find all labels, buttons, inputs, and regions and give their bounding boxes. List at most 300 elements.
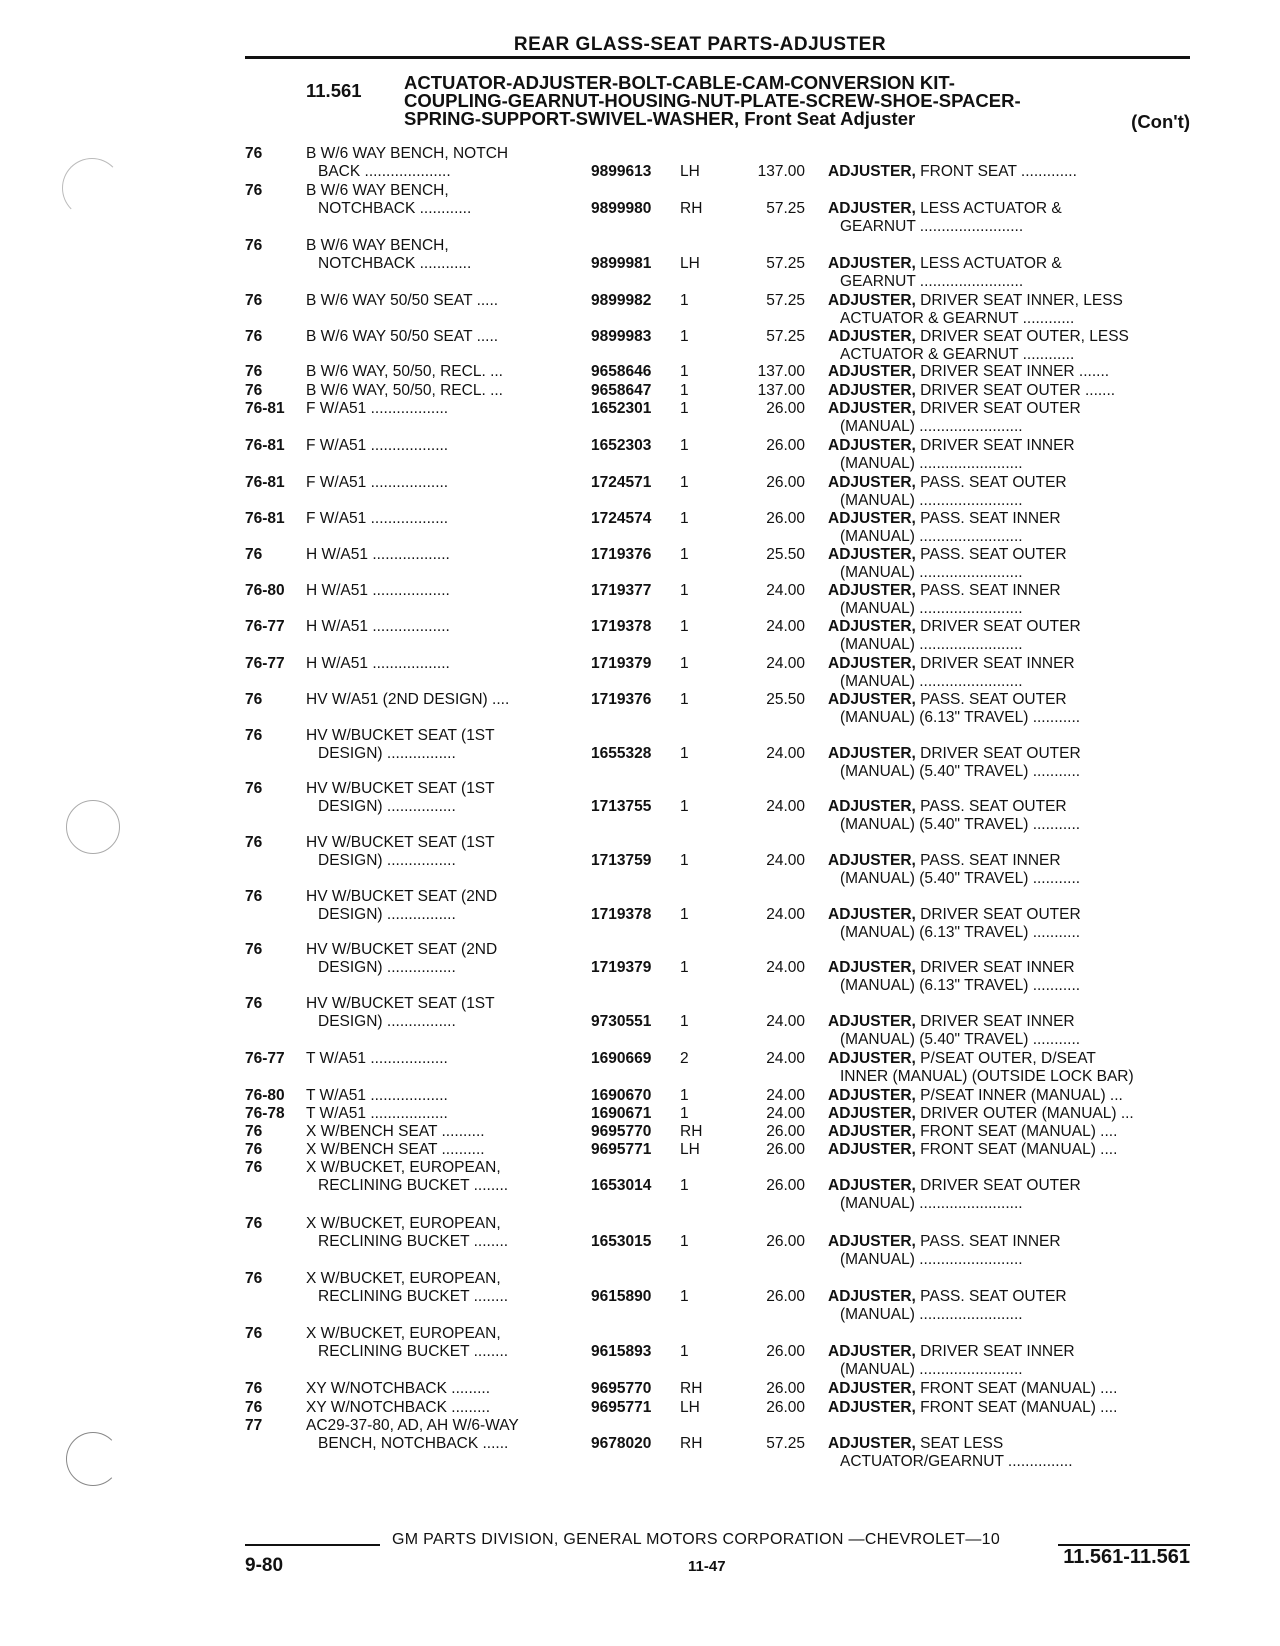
description-line2: (MANUAL) ........................ [840, 600, 1023, 617]
model-line1: HV W/BUCKET SEAT (1ST [306, 780, 495, 797]
year-range: 76 [245, 1215, 263, 1232]
price: 26.00 [766, 400, 805, 417]
part-number: 1724571 [591, 474, 652, 491]
page-title: REAR GLASS-SEAT PARTS-ADJUSTER [513, 34, 887, 55]
year-range: 76-77 [245, 618, 285, 635]
price: 26.00 [766, 1343, 805, 1360]
description-line2: (MANUAL) ........................ [840, 673, 1023, 690]
price: 57.25 [766, 292, 805, 309]
model-line1: B W/6 WAY BENCH, [306, 182, 449, 199]
model-line2: DESIGN) ................ [318, 745, 456, 762]
part-description [828, 852, 1208, 888]
quantity: LH [680, 1141, 700, 1158]
year-range: 76 [245, 292, 263, 309]
quantity: 1 [680, 582, 689, 599]
quantity: 1 [680, 382, 689, 399]
description-keyword: ADJUSTER, [828, 328, 916, 345]
part-description [828, 255, 1208, 291]
year-range: 76 [245, 1380, 263, 1397]
description-line1: P/SEAT OUTER, D/SEAT [920, 1050, 1096, 1067]
part-description [828, 382, 1208, 400]
part-number: 1655328 [591, 745, 652, 762]
model-application [306, 292, 571, 310]
part-number: 1690670 [591, 1087, 652, 1104]
model-application [306, 834, 571, 870]
quantity: 1 [680, 691, 689, 708]
description-line1: LESS ACTUATOR & [920, 255, 1062, 272]
description-line2: (MANUAL) ........................ [840, 418, 1023, 435]
part-number: 9899613 [591, 163, 652, 180]
model-line2: DESIGN) ................ [318, 959, 456, 976]
year-range: 76-77 [245, 655, 285, 672]
description-line2: (MANUAL) ........................ [840, 1361, 1023, 1378]
part-number: 1653014 [591, 1177, 652, 1194]
model-application [306, 400, 571, 418]
model-application [306, 727, 571, 763]
model-application [306, 995, 571, 1031]
year-range: 76 [245, 1141, 263, 1158]
description-keyword: ADJUSTER, [828, 852, 916, 869]
description-line1: SEAT LESS [920, 1435, 1004, 1452]
model-application [306, 888, 571, 924]
section-title-line2: COUPLING-GEARNUT-HOUSING-NUT-PLATE-SCREW-SHOE-SPACER- [404, 90, 1021, 111]
model-line2: DESIGN) ................ [318, 906, 456, 923]
model-line1: B W/6 WAY BENCH, NOTCH [306, 145, 509, 162]
model-application [306, 1050, 571, 1068]
description-line1: FRONT SEAT (MANUAL) .... [920, 1380, 1118, 1397]
description-line2: ACTUATOR/GEARNUT ............... [840, 1453, 1073, 1470]
model-line1: T W/A51 .................. [306, 1087, 448, 1104]
quantity: LH [680, 255, 700, 272]
description-keyword: ADJUSTER, [828, 1288, 916, 1305]
description-line2: (MANUAL) ........................ [840, 1306, 1023, 1323]
description-line2: (MANUAL) (5.40" TRAVEL) ........... [840, 1031, 1081, 1048]
model-line1: X W/BUCKET, EUROPEAN, [306, 1215, 501, 1232]
description-line1: PASS. SEAT OUTER [920, 546, 1067, 563]
section-title-line3: SPRING-SUPPORT-SWIVEL-WASHER, Front Seat Adjuster [404, 108, 916, 129]
price: 26.00 [766, 1141, 805, 1158]
year-range: 76 [245, 237, 263, 254]
part-number: 9899981 [591, 255, 652, 272]
year-range: 76-81 [245, 437, 285, 454]
model-application [306, 237, 571, 273]
model-line1: T W/A51 .................. [306, 1050, 448, 1067]
description-line1: PASS. SEAT INNER [920, 1233, 1061, 1250]
description-line1: DRIVER SEAT INNER [920, 1343, 1075, 1360]
description-line1: P/SEAT INNER (MANUAL) ... [920, 1087, 1123, 1104]
description-line1: PASS. SEAT OUTER [920, 1288, 1067, 1305]
price: 24.00 [766, 745, 805, 762]
part-number: 1719377 [591, 582, 652, 599]
section-title [404, 74, 1194, 128]
price: 57.25 [766, 1435, 805, 1452]
model-application [306, 1141, 571, 1159]
model-line2: DESIGN) ................ [318, 852, 456, 869]
description-keyword: ADJUSTER, [828, 745, 916, 762]
description-line2: (MANUAL) (6.13" TRAVEL) ........... [840, 977, 1081, 994]
description-keyword: ADJUSTER, [828, 1435, 916, 1452]
price: 26.00 [766, 1288, 805, 1305]
price: 26.00 [766, 1233, 805, 1250]
price: 25.50 [766, 691, 805, 708]
model-application [306, 691, 571, 709]
description-line1: DRIVER SEAT INNER [920, 1013, 1075, 1030]
part-description [828, 691, 1208, 727]
year-range: 76 [245, 888, 263, 905]
binder-hole-middle [66, 800, 120, 854]
part-description [828, 546, 1208, 582]
footer-date: 9-80 [245, 1555, 284, 1576]
description-line2: (MANUAL) ........................ [840, 492, 1023, 509]
model-line1: T W/A51 .................. [306, 1105, 448, 1122]
part-number: 9678020 [591, 1435, 652, 1452]
quantity: 1 [680, 1013, 689, 1030]
part-number: 9695770 [591, 1380, 652, 1397]
part-description [828, 510, 1208, 546]
model-line1: H W/A51 .................. [306, 582, 450, 599]
price: 24.00 [766, 959, 805, 976]
model-application [306, 437, 571, 455]
model-application [306, 1270, 571, 1306]
description-keyword: ADJUSTER, [828, 798, 916, 815]
continued-label: (Con't) [1131, 111, 1190, 132]
quantity: 1 [680, 655, 689, 672]
model-line1: HV W/BUCKET SEAT (2ND [306, 941, 498, 958]
model-line2: BACK .................... [318, 163, 451, 180]
part-number: 1653015 [591, 1233, 652, 1250]
description-keyword: ADJUSTER, [828, 618, 916, 635]
quantity: 1 [680, 906, 689, 923]
quantity: 1 [680, 400, 689, 417]
price: 137.00 [757, 382, 805, 399]
quantity: 1 [680, 1288, 689, 1305]
quantity: 1 [680, 618, 689, 635]
year-range: 76 [245, 328, 263, 345]
footer-section-range: 11.561-11.561 [1063, 1546, 1190, 1568]
part-description [828, 1380, 1208, 1398]
part-number: 1719376 [591, 546, 652, 563]
part-description [828, 1343, 1208, 1379]
model-application [306, 1380, 571, 1398]
price: 137.00 [757, 163, 805, 180]
quantity: 1 [680, 474, 689, 491]
price: 24.00 [766, 582, 805, 599]
price: 26.00 [766, 1380, 805, 1397]
part-description [828, 1105, 1208, 1123]
model-line1: H W/A51 .................. [306, 655, 450, 672]
price: 26.00 [766, 1123, 805, 1140]
quantity: 1 [680, 1105, 689, 1122]
part-description [828, 1177, 1208, 1213]
model-application [306, 145, 571, 181]
price: 24.00 [766, 655, 805, 672]
quantity: RH [680, 1435, 703, 1452]
description-line2: (MANUAL) ........................ [840, 455, 1023, 472]
model-line2: RECLINING BUCKET ........ [318, 1288, 509, 1305]
price: 26.00 [766, 1177, 805, 1194]
quantity: RH [680, 200, 703, 217]
description-keyword: ADJUSTER, [828, 382, 916, 399]
description-line2: INNER (MANUAL) (OUTSIDE LOCK BAR) [840, 1068, 1134, 1085]
description-keyword: ADJUSTER, [828, 1105, 916, 1122]
part-number: 9695770 [591, 1123, 652, 1140]
model-application [306, 1159, 571, 1195]
description-keyword: ADJUSTER, [828, 510, 916, 527]
description-keyword: ADJUSTER, [828, 906, 916, 923]
description-line1: DRIVER SEAT OUTER [920, 906, 1081, 923]
description-keyword: ADJUSTER, [828, 655, 916, 672]
price: 24.00 [766, 1087, 805, 1104]
year-range: 76-81 [245, 510, 285, 527]
description-line1: DRIVER SEAT OUTER ....... [920, 382, 1116, 399]
description-keyword: ADJUSTER, [828, 959, 916, 976]
year-range: 76 [245, 780, 263, 797]
description-keyword: ADJUSTER, [828, 691, 916, 708]
part-number: 1652303 [591, 437, 652, 454]
description-line2: (MANUAL) ........................ [840, 528, 1023, 545]
model-application [306, 1105, 571, 1123]
part-description [828, 363, 1208, 381]
model-line1: XY W/NOTCHBACK ......... [306, 1399, 491, 1416]
price: 24.00 [766, 852, 805, 869]
description-line1: FRONT SEAT (MANUAL) .... [920, 1141, 1118, 1158]
price: 57.25 [766, 328, 805, 345]
price: 137.00 [757, 363, 805, 380]
part-number: 1719378 [591, 618, 652, 635]
section-number: 11.561 [306, 80, 362, 101]
year-range: 76 [245, 382, 263, 399]
model-line1: XY W/NOTCHBACK ......... [306, 1380, 491, 1397]
description-line2: (MANUAL) (5.40" TRAVEL) ........... [840, 870, 1081, 887]
year-range: 76 [245, 1399, 263, 1416]
model-line1: X W/BUCKET, EUROPEAN, [306, 1325, 501, 1342]
model-application [306, 618, 571, 636]
part-number: 1719379 [591, 655, 652, 672]
description-keyword: ADJUSTER, [828, 1177, 916, 1194]
quantity: 1 [680, 1233, 689, 1250]
description-keyword: ADJUSTER, [828, 1233, 916, 1250]
description-line2: GEARNUT ........................ [840, 218, 1024, 235]
quantity: 1 [680, 546, 689, 563]
part-description [828, 1013, 1208, 1049]
description-line2: (MANUAL) (6.13" TRAVEL) ........... [840, 709, 1081, 726]
model-line1: HV W/BUCKET SEAT (1ST [306, 995, 495, 1012]
price: 26.00 [766, 510, 805, 527]
description-line1: PASS. SEAT OUTER [920, 798, 1067, 815]
model-application [306, 363, 571, 381]
quantity: 1 [680, 1177, 689, 1194]
description-keyword: ADJUSTER, [828, 1050, 916, 1067]
part-number: 1690671 [591, 1105, 652, 1122]
quantity: RH [680, 1123, 703, 1140]
year-range: 76 [245, 1270, 263, 1287]
part-number: 9899983 [591, 328, 652, 345]
model-line1: HV W/BUCKET SEAT (2ND [306, 888, 498, 905]
year-range: 76 [245, 1325, 263, 1342]
price: 24.00 [766, 1050, 805, 1067]
part-number: 9695771 [591, 1141, 652, 1158]
quantity: 1 [680, 959, 689, 976]
part-number: 1690669 [591, 1050, 652, 1067]
quantity: 1 [680, 1343, 689, 1360]
year-range: 76 [245, 995, 263, 1012]
description-keyword: ADJUSTER, [828, 163, 916, 180]
model-application [306, 1215, 571, 1251]
model-line2: NOTCHBACK ............ [318, 200, 472, 217]
description-keyword: ADJUSTER, [828, 1141, 916, 1158]
binder-hole-bottom [66, 1432, 120, 1486]
part-description [828, 1288, 1208, 1324]
description-line1: PASS. SEAT INNER [920, 510, 1061, 527]
description-line1: FRONT SEAT (MANUAL) .... [920, 1123, 1118, 1140]
description-keyword: ADJUSTER, [828, 582, 916, 599]
description-keyword: ADJUSTER, [828, 363, 916, 380]
year-range: 76 [245, 941, 263, 958]
model-application [306, 510, 571, 528]
model-line1: X W/BUCKET, EUROPEAN, [306, 1270, 501, 1287]
model-application [306, 941, 571, 977]
part-description [828, 655, 1208, 691]
year-range: 77 [245, 1417, 263, 1434]
description-line1: PASS. SEAT OUTER [920, 474, 1067, 491]
model-line1: HV W/A51 (2ND DESIGN) .... [306, 691, 510, 708]
model-application [306, 1417, 571, 1453]
quantity: 2 [680, 1050, 689, 1067]
quantity: 1 [680, 328, 689, 345]
model-line2: RECLINING BUCKET ........ [318, 1233, 509, 1250]
part-number: 9899980 [591, 200, 652, 217]
price: 24.00 [766, 798, 805, 815]
price: 24.00 [766, 906, 805, 923]
description-line1: DRIVER SEAT INNER [920, 437, 1075, 454]
year-range: 76-81 [245, 474, 285, 491]
part-number: 1719378 [591, 906, 652, 923]
model-line1: X W/BENCH SEAT .......... [306, 1141, 485, 1158]
section-title-line1: ACTUATOR-ADJUSTER-BOLT-CABLE-CAM-CONVERSION KIT- [404, 72, 955, 93]
model-line1: F W/A51 .................. [306, 510, 449, 527]
part-description [828, 1087, 1208, 1105]
part-number: 9695771 [591, 1399, 652, 1416]
part-description [828, 328, 1208, 364]
description-keyword: ADJUSTER, [828, 1343, 916, 1360]
description-line2: ACTUATOR & GEARNUT ............ [840, 346, 1075, 363]
part-number: 1652301 [591, 400, 652, 417]
model-line1: H W/A51 .................. [306, 618, 450, 635]
part-description [828, 798, 1208, 834]
part-number: 9899982 [591, 292, 652, 309]
description-line1: DRIVER SEAT INNER, LESS [920, 292, 1123, 309]
part-description [828, 1141, 1208, 1159]
year-range: 76 [245, 727, 263, 744]
model-application [306, 582, 571, 600]
description-keyword: ADJUSTER, [828, 255, 916, 272]
description-keyword: ADJUSTER, [828, 1013, 916, 1030]
price: 24.00 [766, 1105, 805, 1122]
description-keyword: ADJUSTER, [828, 400, 916, 417]
description-line2: (MANUAL) ........................ [840, 564, 1023, 581]
footer-publisher: GM PARTS DIVISION, GENERAL MOTORS CORPORATION —CHEVROLET—10 [392, 1531, 1001, 1548]
part-description [828, 163, 1208, 181]
year-range: 76-78 [245, 1105, 285, 1122]
description-keyword: ADJUSTER, [828, 200, 916, 217]
price: 24.00 [766, 618, 805, 635]
model-line1: B W/6 WAY 50/50 SEAT ..... [306, 328, 499, 345]
part-description [828, 906, 1208, 942]
description-line1: DRIVER SEAT OUTER [920, 400, 1081, 417]
part-number: 9658647 [591, 382, 652, 399]
description-line1: DRIVER SEAT INNER [920, 655, 1075, 672]
part-number: 9730551 [591, 1013, 652, 1030]
description-line1: PASS. SEAT OUTER [920, 691, 1067, 708]
part-description [828, 437, 1208, 473]
model-application [306, 546, 571, 564]
model-application [306, 382, 571, 400]
price: 26.00 [766, 1399, 805, 1416]
part-number: 9658646 [591, 363, 652, 380]
part-number: 9615893 [591, 1343, 652, 1360]
part-number: 9615890 [591, 1288, 652, 1305]
description-line2: ACTUATOR & GEARNUT ............ [840, 310, 1075, 327]
description-line1: LESS ACTUATOR & [920, 200, 1062, 217]
model-line1: F W/A51 .................. [306, 437, 449, 454]
description-line1: PASS. SEAT INNER [920, 582, 1061, 599]
model-line1: B W/6 WAY BENCH, [306, 237, 449, 254]
description-line1: DRIVER SEAT OUTER [920, 618, 1081, 635]
quantity: 1 [680, 437, 689, 454]
description-line1: DRIVER SEAT OUTER, LESS [920, 328, 1129, 345]
part-description [828, 200, 1208, 236]
model-line1: B W/6 WAY 50/50 SEAT ..... [306, 292, 499, 309]
model-line1: F W/A51 .................. [306, 474, 449, 491]
description-keyword: ADJUSTER, [828, 1087, 916, 1104]
description-line2: (MANUAL) (5.40" TRAVEL) ........... [840, 816, 1081, 833]
part-description [828, 582, 1208, 618]
description-line1: DRIVER SEAT OUTER [920, 1177, 1081, 1194]
description-line1: PASS. SEAT INNER [920, 852, 1061, 869]
price: 24.00 [766, 1013, 805, 1030]
description-keyword: ADJUSTER, [828, 1123, 916, 1140]
header-rule [245, 56, 1190, 59]
model-application [306, 182, 571, 218]
part-number: 1724574 [591, 510, 652, 527]
model-line1: F W/A51 .................. [306, 400, 449, 417]
quantity: 1 [680, 745, 689, 762]
model-application [306, 1087, 571, 1105]
year-range: 76 [245, 546, 263, 563]
model-line2: NOTCHBACK ............ [318, 255, 472, 272]
description-line1: FRONT SEAT (MANUAL) .... [920, 1399, 1118, 1416]
year-range: 76-81 [245, 400, 285, 417]
year-range: 76 [245, 691, 263, 708]
price: 57.25 [766, 255, 805, 272]
description-line1: FRONT SEAT ............. [920, 163, 1077, 180]
year-range: 76-80 [245, 582, 285, 599]
part-description [828, 292, 1208, 328]
part-number: 1719379 [591, 959, 652, 976]
model-line2: RECLINING BUCKET ........ [318, 1177, 509, 1194]
footer-rule-left [245, 1544, 380, 1546]
part-description [828, 1233, 1208, 1269]
model-application [306, 1123, 571, 1141]
part-description [828, 1399, 1208, 1417]
model-application [306, 328, 571, 346]
part-number: 1719376 [591, 691, 652, 708]
year-range: 76 [245, 1159, 263, 1176]
part-description [828, 745, 1208, 781]
description-keyword: ADJUSTER, [828, 546, 916, 563]
year-range: 76 [245, 363, 263, 380]
quantity: 1 [680, 363, 689, 380]
